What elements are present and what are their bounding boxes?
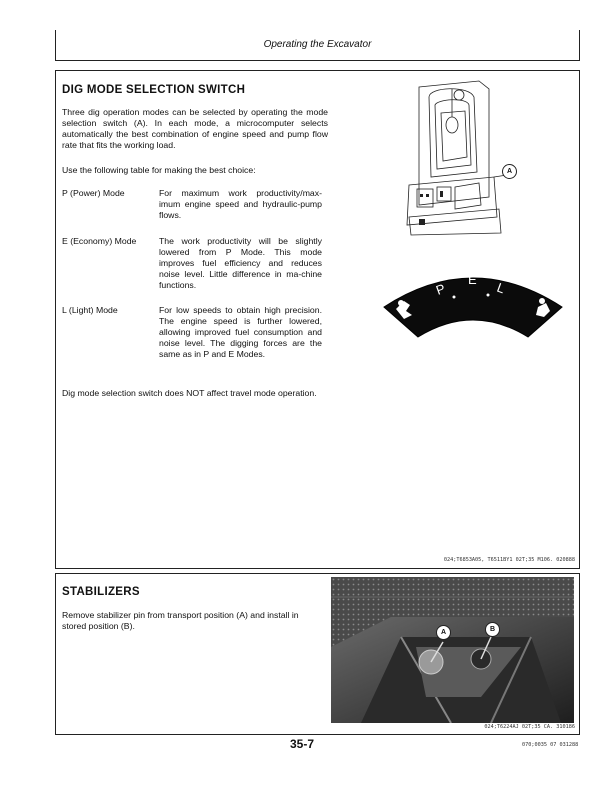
callout-a-stabilizer: A xyxy=(436,625,451,640)
page-header xyxy=(55,30,580,61)
header-title: Operating the Excavator xyxy=(263,39,372,50)
page-number: 35-7 xyxy=(290,737,315,751)
stabilizers-ref-code: 024;T6224AJ 02T;35 CA. 310186 xyxy=(484,724,575,730)
dial-letter-e: E xyxy=(468,272,477,287)
mode-desc-l: For low speeds to obtain high precision. The engine speed is further lowered, allowing improved fuel consumption and noise level. The digging forces are the same as in P and E Modes. xyxy=(159,305,322,359)
dig-mode-heading: DIG MODE SELECTION SWITCH xyxy=(62,84,246,96)
callout-a-dig: A xyxy=(502,164,517,179)
dig-mode-ref-code: 024;T6853A05, T6511BY1 02T;35 M106. 020888 xyxy=(443,557,575,563)
table-intro: Use the following table for making the best choice: xyxy=(62,165,256,175)
stabilizers-heading: STABILIZERS xyxy=(62,586,140,598)
footer-code: 070;0035 07 031288 xyxy=(522,742,579,748)
mode-label-e: E (Economy) Mode xyxy=(62,236,137,246)
mode-label-p: P (Power) Mode xyxy=(62,188,125,198)
dig-mode-intro: Three dig operation modes can be selected by operating the mode selection switch (A). In each mode, a microcomputer selects automatically the best combination of engine speed and pump flow rate that fits the working load. xyxy=(62,107,328,150)
mode-label-l: L (Light) Mode xyxy=(62,305,118,315)
mode-desc-e: The work productivity will be slightly lowered from P Mode. This mode improves fuel efficiency and reduces noise level. Little difference in ma-chine functions. xyxy=(159,236,322,290)
stabilizers-text: Remove stabilizer pin from transport position (A) and install in stored position (B). xyxy=(62,610,299,631)
dial-letter-l: L xyxy=(494,279,507,297)
dial-letter-p: P xyxy=(433,280,448,298)
callout-b-stabilizer: B xyxy=(485,622,500,637)
control-panel-illustration xyxy=(389,77,574,237)
dig-mode-note: Dig mode selection switch does NOT affect travel mode operation. xyxy=(62,388,317,398)
dig-mode-section xyxy=(55,70,580,569)
stabilizers-section xyxy=(55,573,580,735)
mode-desc-p: For maximum work productivity/max-imum engine speed and hydraulic-pump flows. xyxy=(159,188,322,220)
mode-dial-illustration xyxy=(378,257,568,347)
stabilizer-photo xyxy=(331,577,574,723)
